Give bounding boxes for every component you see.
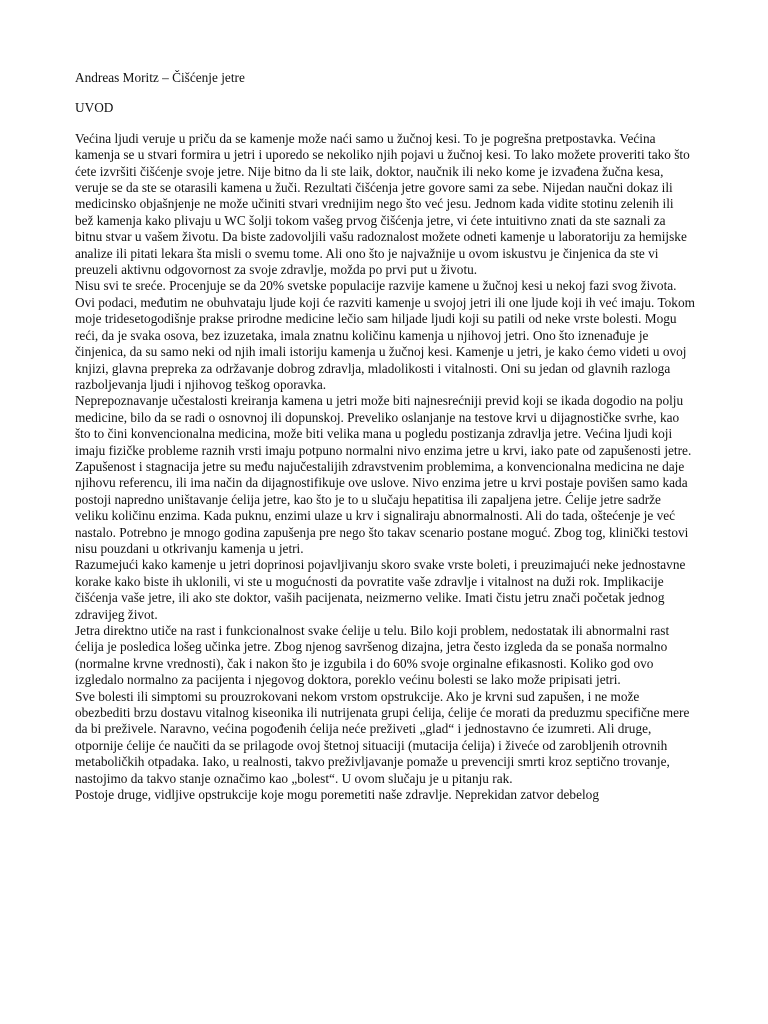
paragraph-1: Većina ljudi veruje u priču da se kamenje može naći samo u žučnoj kesi. To je pogrešna pretpostavka. Većina kamenja se u stvari formira u jetri i uporedo se nekoliko njih pojavi u žučnoj kesi. To lako možete proveriti tako što ćete izvršiti čišćenje svoje jetre. Nije bitno da li ste laik, doktor, naučnik ili neko kome je izvađena žučna kesa, veruje se da ste se otarasili kamena u žuči. Rezultati čišćenja jetre govore sami za sebe. Nijedan naučni dokaz ili medicinsko objašnjenje ne može učiniti stvari vrednijim nego što već jesu. Jednom kada vidite stotinu zelenih ili bež kamenja kako plivaju u WC šolji tokom vašeg prvog čišćenja jetre, vi ćete intuitivno znati da ste saznali za bitnu stvar u vašem životu. Da biste zadovoljili vašu radoznalost možete odneti kamenje u laboratoriju za hemijske analize ili pitati lekara šta misli o svemu tome. Ali ono što je najvažnije u ovom iskustvu je činjenica da ste vi preuzeli aktivnu odgovornost za svoje zdravlje, možda po prvi put u životu. — [75, 130, 690, 278]
paragraph-2: Nisu svi te sreće. Procenjuje se da 20% svetske populacije razvije kamene u žučnoj kesi u nekoj fazi svog života. Ovi podaci, međutim ne obuhvataju ljude koji će razviti kamenje u svojoj jetri ili one ljude koji ih već imaju. Tokom moje tridesetogodišnje prakse prirodne medicine lečio sam hiljade ljudi koji su patili od neke vrste bolesti. Mogu reći, da je svaka osova, bez izuzetaka, imala znatnu količinu kamenja u njihovoj jetri. Ono što iznenađuje je činjenica, da su samo neki od njih imali istoriju kamenja u žučnoj kesi. Kamenje u jetri, je kako ćemo videti u ovoj knjizi, glavna prepreka za održavanje dobrog zdravlja, mladolikosti i vitalnosti. Oni su jedan od glavnih razloga razboljevanja ljudi i njihovog teškog oporavka. — [75, 278, 695, 392]
paragraph-6: Sve bolesti ili simptomi su prouzrokovani nekom vrstom opstrukcije. Ako je krvni sud zapušen, i ne može obezbediti brzu dostavu vitalnog kiseonika ili nutrijenata grupi ćelija, ćelije će morati da preduzmu specifične mere da bi preživele. Naravno, većina pogođenih ćelija neće preživeti „glad“ i jednostavno će izumreti. Ali druge, otpornije ćelije će naučiti da se prilagode ovoj štetnoj situaciji (mutacija ćelija) i živeće od zarobljenih otrovnih metaboličkih otpadaka. Iako, u realnosti, takvo preživljavanje pomaže u prevenciji smrti kroz septično trovanje, nastojimo da takvo stanje označimo kao „bolest“. U ovom slučaju je u pitanju rak. — [75, 688, 690, 786]
paragraph-3: Neprepoznavanje učestalosti kreiranja kamena u jetri može biti najnesrećniji previd koji se ikada dogodio na polju medicine, bilo da se radi o osnovnoj ili dopunskoj. Preveliko oslanjanje na testove krvi u dijagnostičke svrhe, kao što to čini konvencionalna medicina, može biti velika mana u pogledu postizanja zdravlja jetre. Većina ljudi koji imaju fizičke probleme raznih vrsti imaju potpuno normalni nivo enzima jetre u krvi, iako pate od zapušenosti jetre. Zapušenost i stagnacija jetre su među najučestalijih zdravstvenim problemima, a konvencionalna medicina ne daje njihovu referencu, ili ima način da dijagnostifikuje ove uslove. Nivo enzima jetre u krvi postaje povišen samo kada postoji napredno uništavanje ćelija jetre, kao što je to u slučaju hepatitisa ili zapaljena jetre. Ćelije jetre sadrže veliku količinu enzima. Kada puknu, enzimi ulaze u krv i signaliraju abnormalnosti. Ali do tada, oštećenje je već nastalo. Potrebno je mnogo godina zapušenja pre nego što takav scenario postane moguć. Zbog tog, klinički testovi nisu pouzdani u otkrivanju kamenja u jetri. — [75, 393, 692, 556]
paragraph-4: Razumejući kako kamenje u jetri doprinosi pojavljivanju skoro svake vrste boleti, i preuzimajući neke jednostavne korake kako biste ih uklonili, vi ste u mogućnosti da povratite vaše zdravlje i vitalnost na duži rok. Implikacije čišćenja vaše jetre, ili ako ste doktor, vaših pacijenata, neizmerno velike. Imati čistu jetru znači početak jednog zdravijeg život. — [75, 557, 686, 622]
paragraph-7: Postoje druge, vidljive opstrukcije koje mogu poremetiti naše zdravlje. Neprekidan zatvor debelog — [75, 787, 599, 803]
document-title: Andreas Moritz – Čišćenje jetre — [75, 70, 245, 85]
document-body — [75, 70, 695, 803]
section-heading: UVOD — [75, 100, 114, 116]
paragraph-5: Jetra direktno utiče na rast i funkcionalnost svake ćelije u telu. Bilo koji problem, nedostatak ili abnormalni rast ćelija je posledica lošeg učinka jetre. Zbog njenog savršenog dizajna, jetra često izgleda da se ponaša normalno (normalne krvne vrednosti), čak i nakon što je izgubila i do 60% svoje orginalne efikasnosti. Koliko god ovo izgledalo normalno za pacijenta i njegovog doktora, poreklo većinu bolesti se lako može pripisati jetri. — [75, 623, 670, 688]
